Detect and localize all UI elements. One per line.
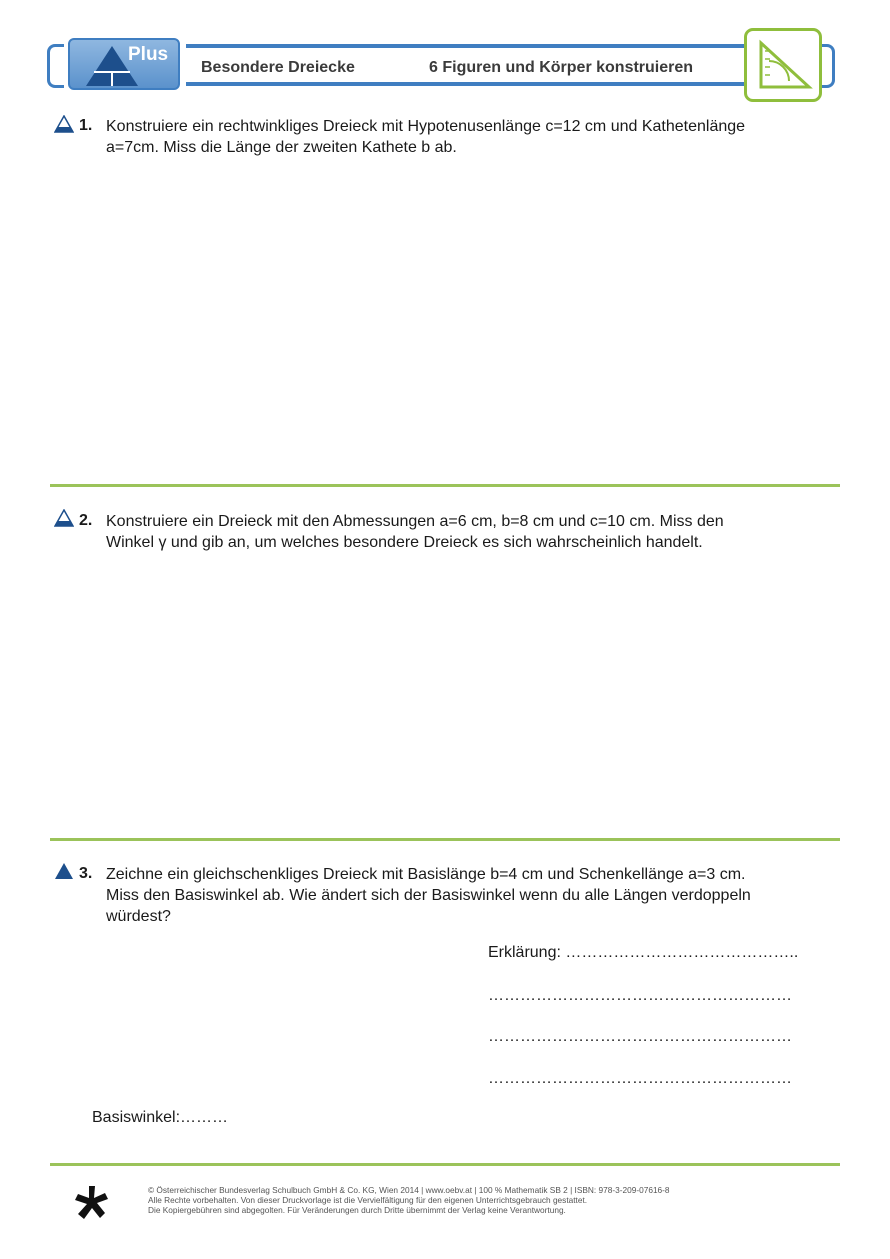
task-text-line: Zeichne ein gleichschenkliges Dreieck mit Basislänge b=4 cm und Schenkellänge a=3 cm. (106, 866, 746, 883)
explanation-line: Erklärung: …………………………………….. (488, 944, 799, 961)
task-text-line: a=7cm. Miss die Länge der zweiten Kathete b ab. (106, 139, 457, 156)
answer-line: ………………………………………………… (488, 1070, 792, 1087)
difficulty-triangle-icon (54, 115, 74, 133)
header-bracket-left (47, 44, 64, 88)
task-text-line: Miss den Basiswinkel ab. Wie ändert sich der Basiswinkel wenn du alle Längen verdoppeln (106, 887, 751, 904)
task-text-line: Winkel γ und gib an, um welches besondere Dreieck es sich wahrscheinlich handelt. (106, 534, 703, 551)
chapter-title: 6 Figuren und Körper konstruieren (429, 59, 694, 76)
answer-line: ………………………………………………… (488, 987, 792, 1004)
header-rule-bottom (186, 82, 746, 86)
difficulty-triangle-icon (54, 509, 74, 527)
task-number: 2. (79, 512, 93, 529)
footer-line: Die Kopiergebühren sind abgegolten. Für Veränderungen durch Dritte übernimmt der Verlag keine Verantwortung. (148, 1205, 566, 1215)
section-divider (50, 838, 840, 841)
base-angle-line: Basiswinkel:……… (92, 1109, 229, 1126)
difficulty-triangle-icon (54, 862, 74, 880)
oebv-logo-icon (72, 1184, 110, 1222)
answer-line: ………………………………………………… (488, 1028, 792, 1045)
task-3-text (106, 864, 836, 927)
footer-copyright (148, 1185, 670, 1215)
header-rule-top (186, 44, 746, 48)
task-text-line: würdest? (106, 908, 171, 925)
section-divider (50, 484, 840, 487)
task-number: 3. (79, 865, 93, 882)
footer-line: © Österreichischer Bundesverlag Schulbuch GmbH & Co. KG, Wien 2014 | www.oebv.at | 100 % Mathematik SB 2 | ISBN: 978-3-209-07616-8 (148, 1185, 670, 1195)
task-number: 1. (79, 117, 93, 134)
header-bracket-right (822, 44, 835, 88)
logo-label: Plus (128, 44, 169, 65)
chapter-badge (744, 28, 822, 102)
task-text-line: Konstruiere ein rechtwinkliges Dreieck mit Hypotenusenlänge c=12 cm und Kathetenlänge (106, 118, 746, 135)
section-divider (50, 1163, 840, 1166)
task-text-line: Konstruiere ein Dreieck mit den Abmessungen a=6 cm, b=8 cm und c=10 cm. Miss den (106, 513, 724, 530)
task-1-text (106, 116, 836, 158)
set-square-icon (755, 39, 813, 93)
task-2-text (106, 511, 836, 553)
page-title: Besondere Dreiecke (201, 59, 355, 76)
footer-line: Alle Rechte vorbehalten. Von dieser Druckvorlage ist die Vervielfältigung für den eigenen Unterrichtsgebrauch gestattet. (148, 1195, 588, 1205)
